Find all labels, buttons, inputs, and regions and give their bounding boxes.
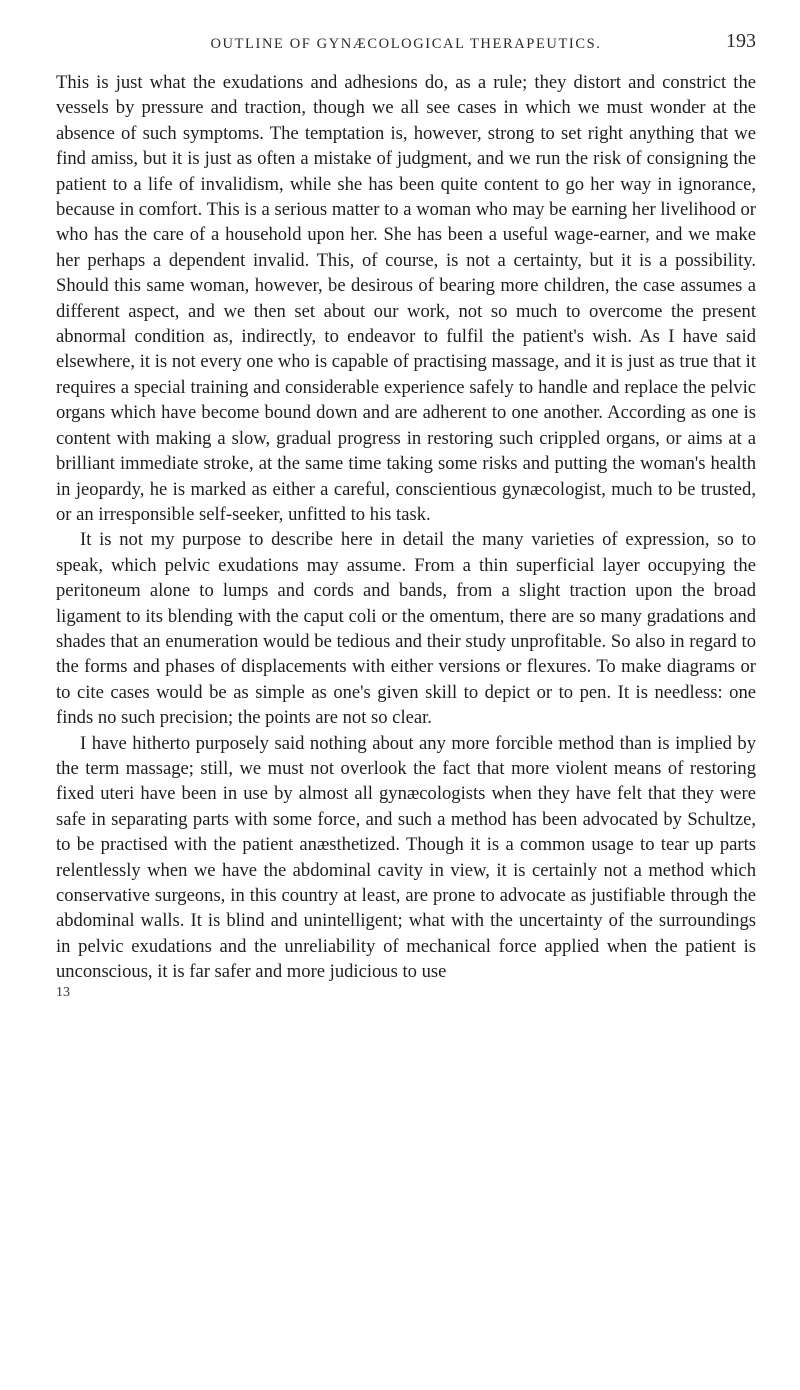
page-number: 193	[726, 30, 756, 52]
running-head	[56, 28, 756, 56]
running-title: OUTLINE OF GYNÆCOLOGICAL THERAPEUTICS.	[210, 36, 602, 52]
paragraph-3: I have hitherto purposely said nothing about any more forcible method than is implied by the term massage; still, we must not overlook the fact that more violent means of restoring fixed uteri have been in use by almost all gynæcologists when they have felt that they were safe in separating parts with some force, and such a method has been advocated by Schultze, to be practised with the patient anæsthetized. Though it is a common usage to tear up parts relentlessly when we have the abdominal cavity in view, it is certainly not a method which conservative surgeons, in this country at least, are prone to advocate as justifiable through the abdominal walls. It is blind and unintelligent; what with the uncertainty of the surroundings in pelvic exudations and the unreliability of mechanical force applied when the patient is unconscious, it is far safer and more judicious to use	[56, 732, 756, 983]
paragraph-1: This is just what the exudations and adhesions do, as a rule; they distort and constrict the vessels by pressure and traction, though we all see cases in which we must wonder at the absence of such symptoms. The temptation is, however, strong to set right anything that we find amiss, but it is just as often a mistake of judgment, and we run the risk of consigning the patient to a life of invalidism, while she has been quite content to go her way in ignorance, because in comfort. This is a serious matter to a woman who may be earning her livelihood or who has the care of a household upon her. She has been a useful wage-earner, and we make her perhaps a dependent invalid. This, of course, is not a certainty, but it is a possibility. Should this same woman, however, be desirous of bearing more children, the case assumes a different aspect, and we then set about our work, not so much to overcome the present abnormal condition as, indirectly, to endeavor to fulfil the patient's wish. As I have said elsewhere, it is not every one who is capable of practising massage, and it is just as true that it requires a special training and considerable experience safely to handle and replace the pelvic organs which have become bound down and are adherent to one another. According as one is content with making a slow, gradual progress in restoring such crippled organs, or aims at a brilliant immediate stroke, at the same time taking some risks and putting the woman's health in jeopardy, he is marked as either a careful, conscientious gynæcologist, much to be trusted, or an irresponsible self-seeker, unfitted to his task.	[56, 72, 756, 525]
signature-mark: 13	[56, 984, 70, 1000]
paragraph-2: It is not my purpose to describe here in detail the many varieties of expression, so to speak, which pelvic exudations may assume. From a thin superficial layer occupying the peritoneum alone to lumps and cords and bands, from a slight traction upon the broad ligament to its blending with the caput coli or the omentum, there are so many gradations and shades that an enumeration would be tedious and their study unprofitable. So also in regard to the forms and phases of displacements with either versions or flexures. To make diagrams or to cite cases would be as simple as one's given skill to depict or to pen. It is needless: one finds no such precision; the points are not so clear.	[56, 529, 756, 729]
body-text	[56, 70, 756, 985]
book-page	[56, 28, 756, 1001]
